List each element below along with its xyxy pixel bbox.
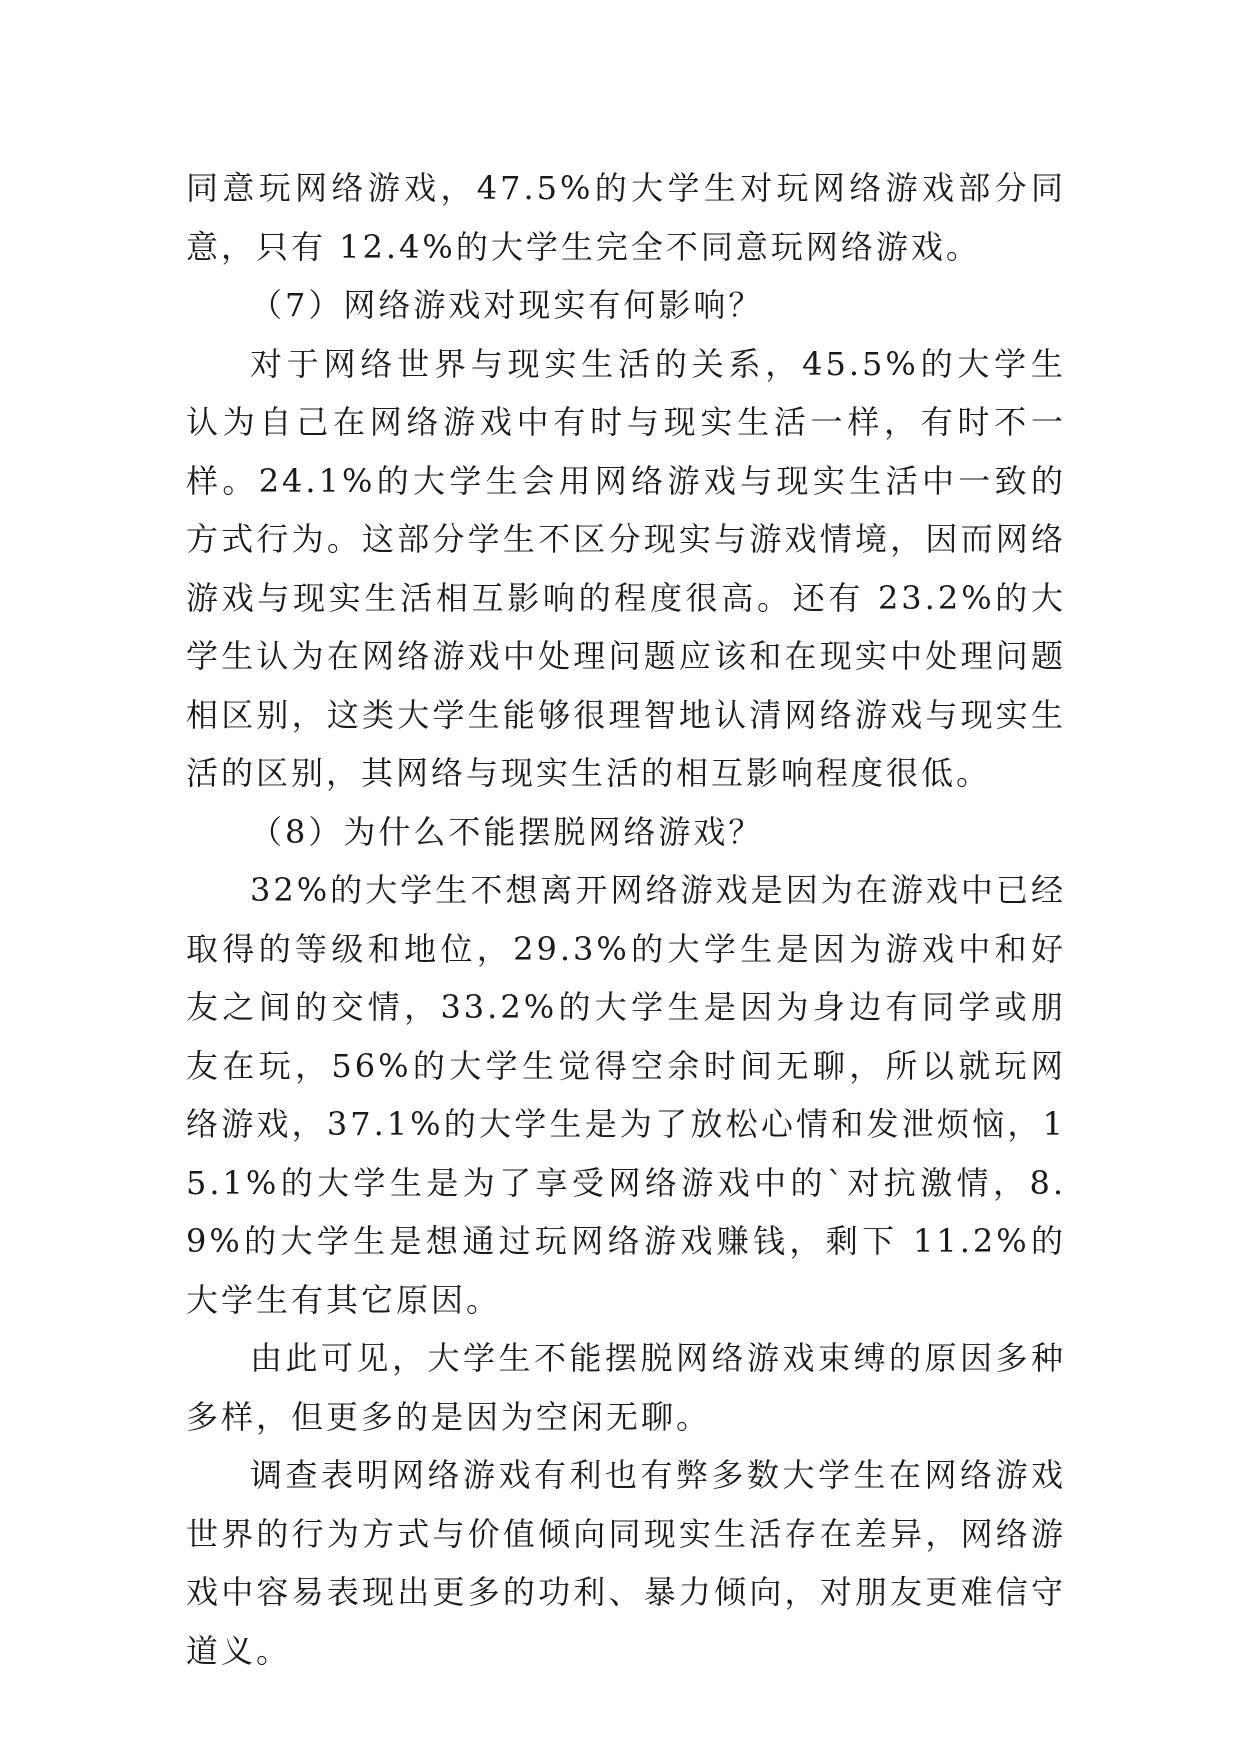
section-heading-7: （7）网络游戏对现实有何影响？ [250,286,764,324]
document-body [186,159,1066,1680]
paragraph-conclusion: 由此可见，大学生不能摆脱网络游戏束缚的原因多种多样，但更多的是因为空闲无聊。 [186,1339,1066,1436]
paragraph-reality-impact: 对于网络世界与现实生活的关系，45.5%的大学生认为自己在网络游戏中有时与现实生活一样，有时不一样。24.1%的大学生会用网络游戏与现实生活中一致的方式行为。这部分学生不区分现实与游戏情境，因而网络游戏与现实生活相互影响的程度很高。还有 23.2%的大学生认为在网络游戏中处理问题应该和在现实中处理问题相区别，这类大学生能够很理智地认清网络游戏与现实生活的区别，其网络与现实生活的相互影响程度很低。 [186,344,1066,792]
section-heading-8: （8）为什么不能摆脱网络游戏？ [250,812,764,851]
paragraph-survey-summary: 调查表明网络游戏有利也有弊多数大学生在网络游戏世界的行为方式与价值倾向同现实生活存在差异，网络游戏中容易表现出更多的功利、暴力倾向，对朋友更难信守道义。 [186,1456,1066,1670]
paragraph-reasons: 32%的大学生不想离开网络游戏是因为在游戏中已经取得的等级和地位，29.3%的大学生是因为游戏中和好友之间的交情，33.2%的大学生是因为身边有同学或朋友在玩，56%的大学生觉得空余时间无聊，所以就玩网络游戏，37.1%的大学生是为了放松心情和发泄烦恼，15.1%的大学生是为了享受网络游戏中的`对抗激情，8.9%的大学生是想通过玩网络游戏赚钱，剩下 11.2%的大学生有其它原因。 [186,871,1066,1319]
paragraph-continued: 同意玩网络游戏，47.5%的大学生对玩网络游戏部分同意，只有 12.4%的大学生完全不同意玩网络游戏。 [186,169,1066,266]
